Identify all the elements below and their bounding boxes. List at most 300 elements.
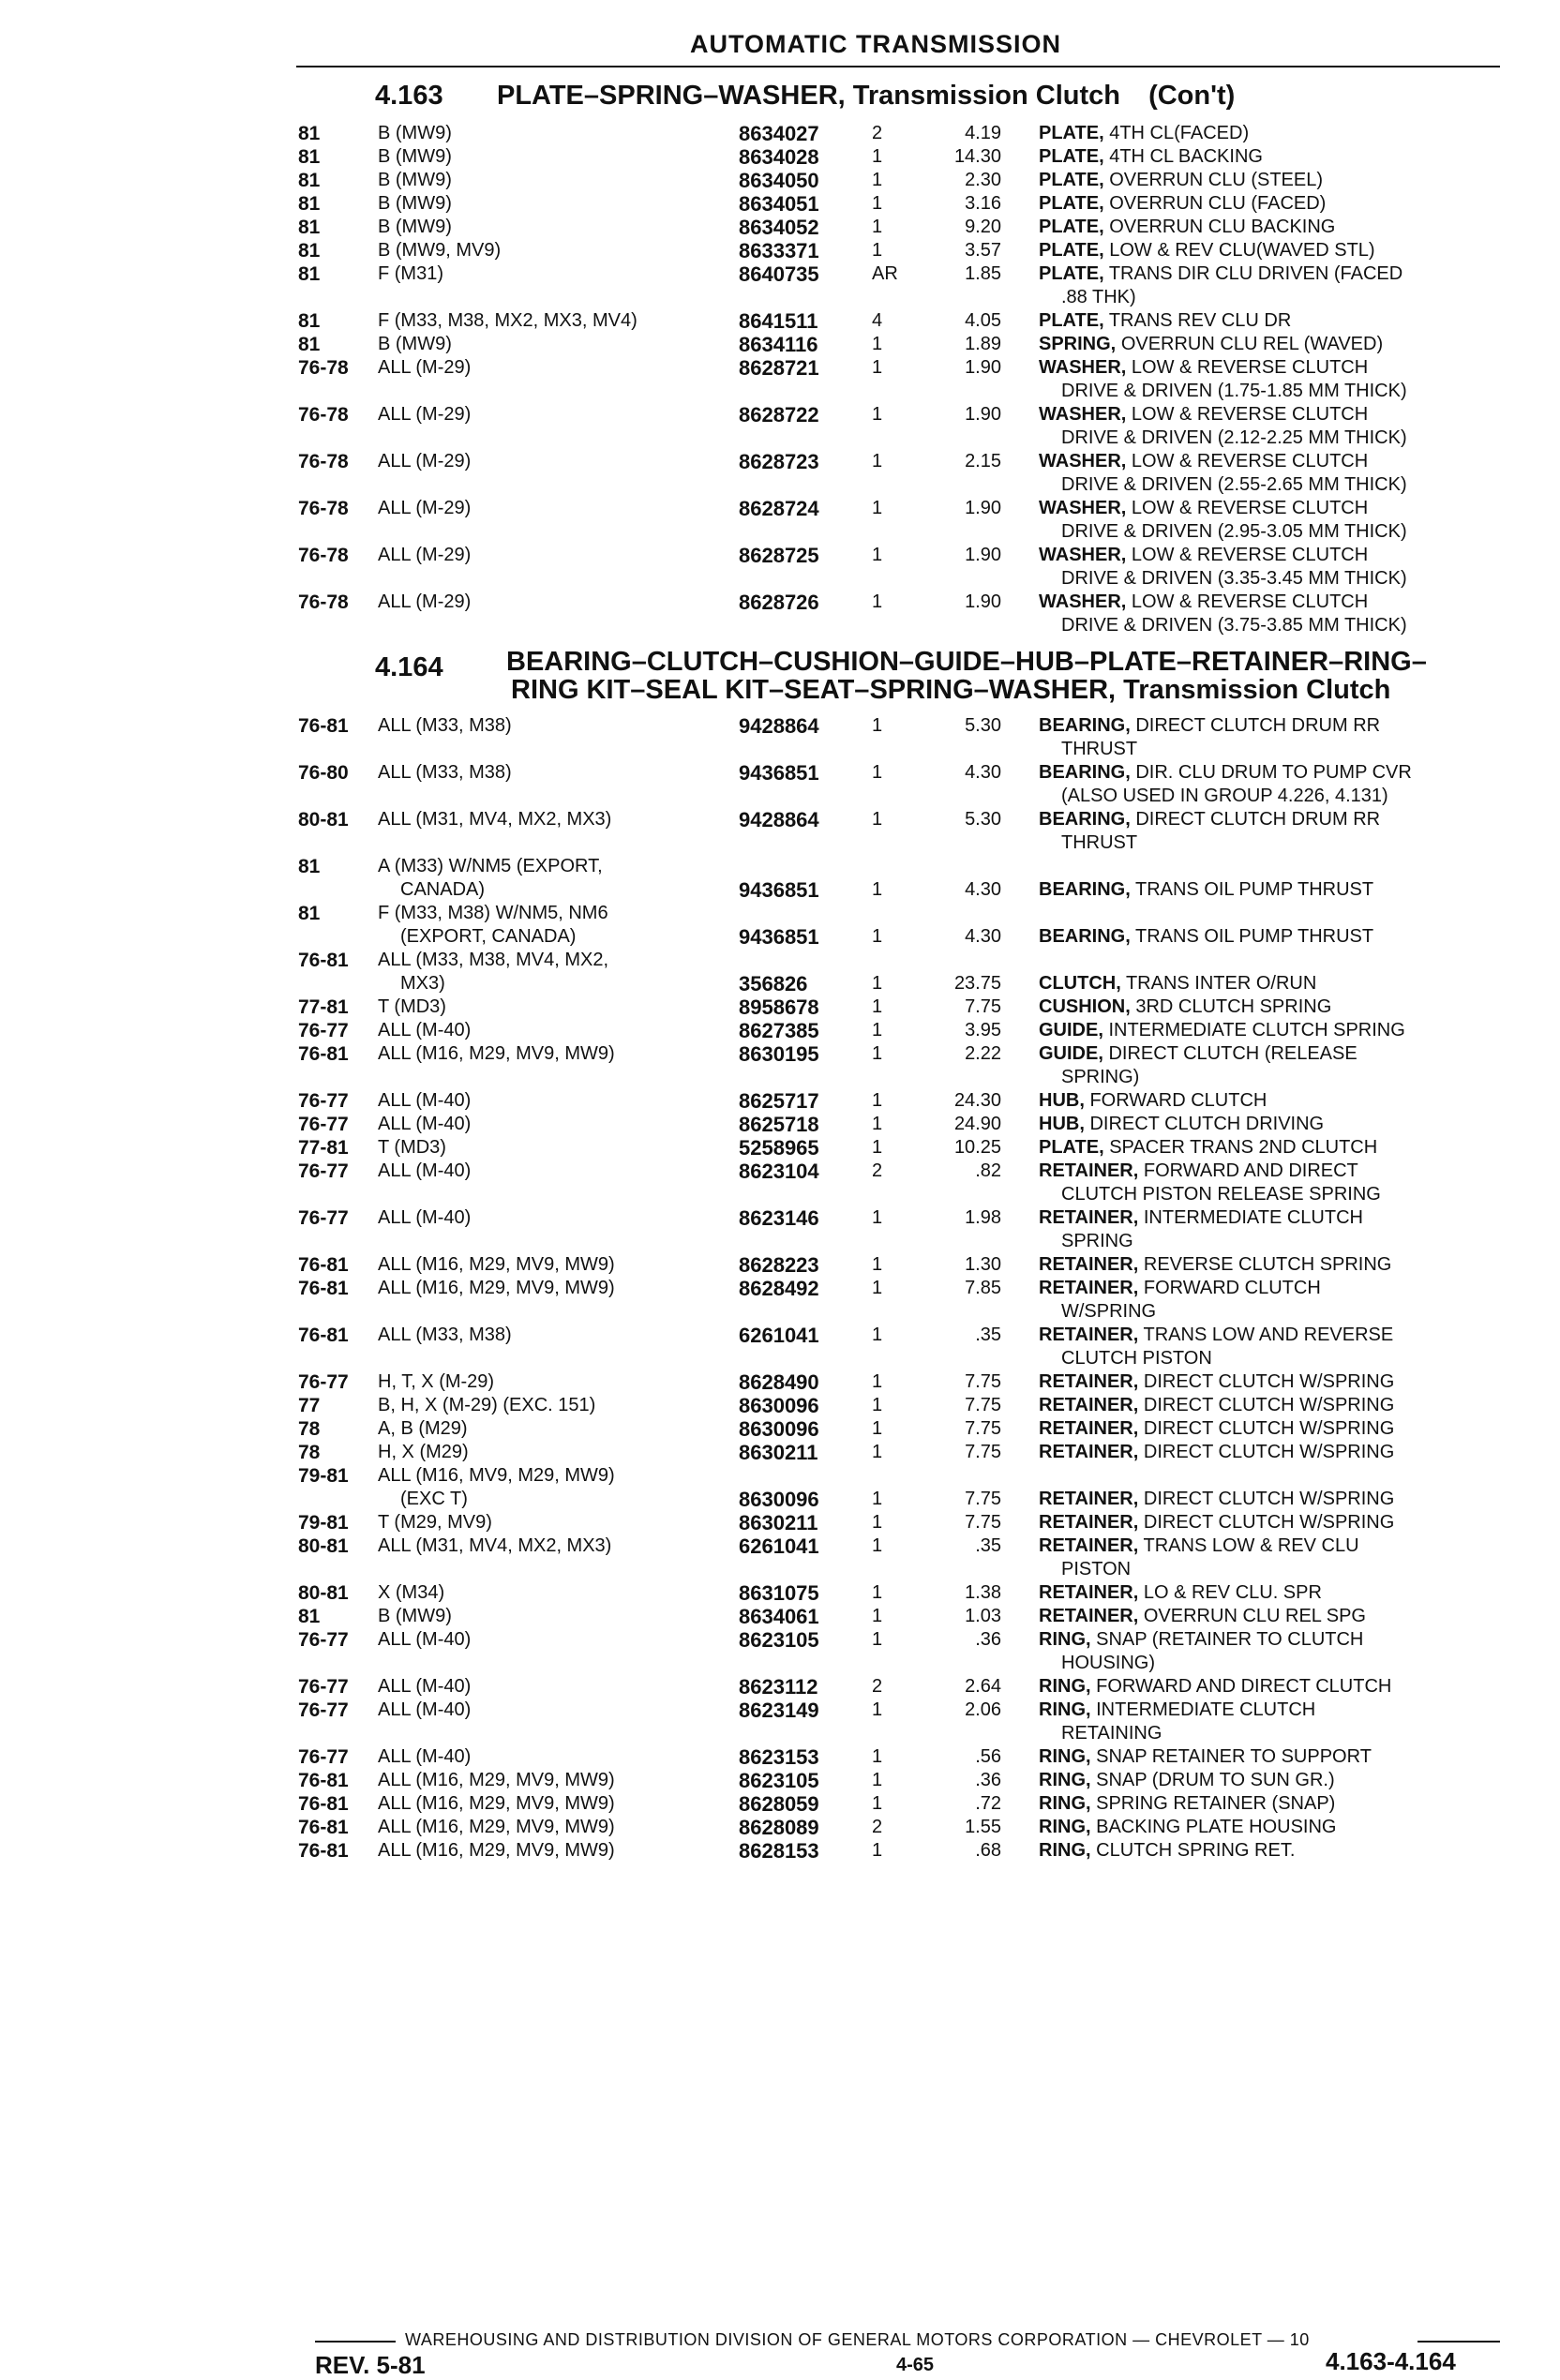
application	[378, 1699, 748, 1722]
part-name: RETAINER,	[1039, 1254, 1139, 1275]
application	[378, 1511, 748, 1534]
description-text-cont: .88 THK)	[1061, 287, 1136, 307]
part-name: RETAINER,	[1039, 1371, 1139, 1392]
application-text: B (MW9)	[378, 217, 452, 237]
table-row	[298, 1324, 1526, 1370]
part-name: RETAINER,	[1039, 1395, 1139, 1415]
description-line	[1039, 591, 1526, 614]
year-range: 81	[298, 146, 321, 168]
year-range: 76-81	[298, 1043, 349, 1065]
description-text: TRANS LOW AND REVERSE	[1143, 1325, 1394, 1345]
application-text: ALL (M33, M38)	[378, 762, 512, 783]
description-line	[1039, 544, 1526, 567]
quantity: 2	[872, 1817, 883, 1837]
description-line	[1039, 808, 1526, 831]
price: 1.90	[965, 404, 1001, 425]
description-text: LOW & REVERSE CLUTCH	[1131, 357, 1369, 378]
application-text: ALL (M-29)	[378, 451, 472, 472]
year-range: 81	[298, 217, 321, 238]
application-text: ALL (M-40)	[378, 1090, 472, 1111]
description-line	[1039, 1394, 1526, 1417]
part-name: RETAINER,	[1039, 1325, 1139, 1345]
description	[1039, 1511, 1526, 1534]
footer-rule-right	[1418, 2341, 1500, 2343]
price: 1.85	[965, 263, 1001, 284]
description	[1039, 1324, 1526, 1370]
quantity: 1	[872, 1699, 883, 1720]
application-text: ALL (M16, M29, MV9, MW9)	[378, 1254, 615, 1275]
description-text: TRANS REV CLU DR	[1108, 310, 1292, 331]
description-line	[1039, 1160, 1526, 1183]
year-range: 76-77	[298, 1020, 349, 1041]
application-text: B (MW9)	[378, 1606, 452, 1626]
quantity: 1	[872, 1043, 883, 1064]
description-text: SNAP (RETAINER TO CLUTCH	[1096, 1629, 1364, 1650]
description-text: INTERMEDIATE CLUTCH SPRING	[1108, 1020, 1405, 1040]
application	[378, 403, 748, 427]
description-text-cont: HOUSING)	[1061, 1653, 1155, 1673]
quantity: 1	[872, 762, 883, 783]
quantity: 1	[872, 217, 883, 237]
description-text: TRANS OIL PUMP THRUST	[1135, 879, 1374, 900]
part-number: 8625718	[739, 1113, 819, 1136]
year-range: 81	[298, 1606, 321, 1627]
application-text: ALL (M-40)	[378, 1746, 472, 1767]
description-text-cont: DRIVE & DRIVEN (2.55-2.65 MM THICK)	[1061, 474, 1407, 495]
part-number: 8630096	[739, 1488, 819, 1511]
quantity: AR	[872, 263, 898, 284]
description-line	[1039, 1581, 1526, 1605]
price: 1.90	[965, 545, 1001, 565]
description-text-cont: RETAINING	[1061, 1723, 1162, 1744]
description-text-cont: DRIVE & DRIVEN (3.35-3.45 MM THICK)	[1061, 568, 1407, 589]
description-text: BACKING PLATE HOUSING	[1096, 1817, 1337, 1837]
price: 4.05	[965, 310, 1001, 331]
quantity: 1	[872, 1020, 883, 1040]
description-line	[1039, 995, 1526, 1019]
year-range: 76-78	[298, 451, 349, 472]
table-row	[298, 1816, 1526, 1839]
year-range: 76-77	[298, 1676, 349, 1698]
part-name: WASHER,	[1039, 591, 1127, 612]
price: 1.30	[965, 1254, 1001, 1275]
application-text: T (MD3)	[378, 1137, 446, 1158]
table-row	[298, 145, 1526, 169]
part-name: RETAINER,	[1039, 1160, 1139, 1181]
table-row	[298, 403, 1526, 450]
price: 3.95	[965, 1020, 1001, 1040]
description-text: DIRECT CLUTCH W/SPRING	[1143, 1395, 1395, 1415]
part-number: 8641511	[739, 309, 818, 333]
description	[1039, 1628, 1526, 1675]
quantity: 1	[872, 926, 883, 947]
description-text: OVERRUN CLU REL (WAVED)	[1120, 334, 1384, 354]
description	[1039, 122, 1526, 145]
description-text: LOW & REVERSE CLUTCH	[1131, 545, 1369, 565]
year-range: 81	[298, 856, 321, 877]
table-row	[298, 761, 1526, 808]
description-text: TRANS LOW & REV CLU	[1143, 1535, 1359, 1556]
application-text: ALL (M-40)	[378, 1160, 472, 1181]
description	[1039, 1160, 1526, 1206]
table-row	[298, 1534, 1526, 1581]
part-number: 8634052	[739, 216, 819, 239]
price: .35	[975, 1535, 1001, 1556]
description-text: DIRECT CLUTCH W/SPRING	[1143, 1489, 1395, 1509]
description	[1039, 1042, 1526, 1089]
application-text: ALL (M16, M29, MV9, MW9)	[378, 1840, 615, 1861]
table-row	[298, 1089, 1526, 1113]
table-row	[298, 1019, 1526, 1042]
application	[378, 1277, 748, 1300]
year-range: 76-77	[298, 1114, 349, 1135]
price: 7.75	[965, 1395, 1001, 1415]
year-range: 81	[298, 903, 321, 924]
application-text: ALL (M16, M29, MV9, MW9)	[378, 1817, 615, 1837]
part-number: 8628059	[739, 1792, 819, 1816]
year-range: 76-81	[298, 1278, 349, 1299]
table-row	[298, 1253, 1526, 1277]
year-range: 81	[298, 310, 321, 332]
part-name: BEARING,	[1039, 879, 1131, 900]
description-line	[1039, 145, 1526, 169]
part-number: 8623146	[739, 1206, 819, 1230]
description	[1039, 1488, 1526, 1511]
application	[378, 1019, 748, 1042]
quantity: 1	[872, 451, 883, 472]
year-range: 76-77	[298, 1629, 349, 1651]
table-row	[298, 1839, 1526, 1863]
year-range: 78	[298, 1418, 321, 1440]
price: .68	[975, 1840, 1001, 1861]
description-text: DIRECT CLUTCH W/SPRING	[1143, 1418, 1395, 1439]
year-range: 76-81	[298, 1254, 349, 1276]
application-text: ALL (M-40)	[378, 1020, 472, 1040]
quantity: 1	[872, 1770, 883, 1790]
description-line	[1039, 1277, 1526, 1300]
description	[1039, 972, 1526, 995]
description-line	[1039, 497, 1526, 520]
year-range: 76-78	[298, 498, 349, 519]
quantity: 1	[872, 996, 883, 1017]
application	[378, 995, 748, 1019]
part-name: RETAINER,	[1039, 1489, 1139, 1509]
application-text: ALL (M-29)	[378, 545, 472, 565]
part-name: RETAINER,	[1039, 1442, 1139, 1462]
page-number: 4-65	[896, 2355, 935, 2375]
application-text: ALL (M16, M29, MV9, MW9)	[378, 1770, 615, 1790]
part-name: RING,	[1039, 1746, 1091, 1767]
part-name: RING,	[1039, 1793, 1091, 1814]
application-text: ALL (M-29)	[378, 498, 472, 518]
quantity: 1	[872, 1582, 883, 1603]
table-row	[298, 1042, 1526, 1089]
application	[378, 145, 748, 169]
description	[1039, 333, 1526, 356]
year-range: 76-78	[298, 591, 349, 613]
table-row	[298, 192, 1526, 216]
application-text: ALL (M16, MV9, M29, MW9)	[378, 1465, 615, 1486]
application-text: ALL (M16, M29, MV9, MW9)	[378, 1278, 615, 1298]
application-text: ALL (M-40)	[378, 1114, 472, 1134]
description-line	[1039, 1417, 1526, 1441]
part-name: BEARING,	[1039, 809, 1131, 830]
table-row	[298, 169, 1526, 192]
part-name: RING,	[1039, 1770, 1091, 1790]
part-name: CUSHION,	[1039, 996, 1131, 1017]
price: 2.30	[965, 170, 1001, 190]
part-name: RETAINER,	[1039, 1582, 1139, 1603]
table-row	[298, 714, 1526, 761]
description-text-cont: SPRING)	[1061, 1067, 1140, 1087]
application-text: F (M33, M38) W/NM5, NM6	[378, 903, 608, 923]
table-row	[298, 1628, 1526, 1675]
description-text: INTERMEDIATE CLUTCH	[1143, 1207, 1363, 1228]
application	[378, 1441, 748, 1464]
description-line	[1039, 262, 1526, 286]
part-name: RETAINER,	[1039, 1418, 1139, 1439]
description-line	[1039, 356, 1526, 380]
part-name: SPRING,	[1039, 334, 1117, 354]
price: 1.90	[965, 498, 1001, 518]
description-line	[1039, 309, 1526, 333]
price: .36	[975, 1770, 1001, 1790]
description	[1039, 169, 1526, 192]
part-name: WASHER,	[1039, 498, 1127, 518]
part-number: 8634061	[739, 1605, 819, 1628]
part-number: 8628492	[739, 1277, 819, 1300]
price: 7.75	[965, 1371, 1001, 1392]
description-line	[1039, 216, 1526, 239]
description-text-cont: DRIVE & DRIVEN (1.75-1.85 MM THICK)	[1061, 381, 1407, 401]
table-row	[298, 1464, 1526, 1511]
quantity: 1	[872, 1793, 883, 1814]
description	[1039, 1769, 1526, 1792]
application-text: B (MW9)	[378, 193, 452, 214]
quantity: 1	[872, 1371, 883, 1392]
application-text: B (MW9)	[378, 123, 452, 143]
description	[1039, 356, 1526, 403]
application	[378, 1113, 748, 1136]
quantity: 1	[872, 1137, 883, 1158]
year-range: 81	[298, 170, 321, 191]
section-number: 4.163	[375, 81, 443, 111]
description-text: SPRING RETAINER (SNAP)	[1096, 1793, 1336, 1814]
year-range: 80-81	[298, 809, 349, 831]
quantity: 1	[872, 545, 883, 565]
table-row	[298, 1417, 1526, 1441]
year-range: 80-81	[298, 1535, 349, 1557]
application	[378, 169, 748, 192]
table-row	[298, 309, 1526, 333]
year-range: 76-78	[298, 404, 349, 426]
price: 1.89	[965, 334, 1001, 354]
table-row	[298, 497, 1526, 544]
price: 7.85	[965, 1278, 1001, 1298]
table-row	[298, 949, 1526, 995]
part-name: RETAINER,	[1039, 1278, 1139, 1298]
description-line	[1039, 1488, 1526, 1511]
description	[1039, 591, 1526, 637]
description-text: OVERRUN CLU (STEEL)	[1109, 170, 1324, 190]
description	[1039, 1581, 1526, 1605]
part-number: 8628725	[739, 544, 819, 567]
description-text: DIRECT CLUTCH DRUM RR	[1135, 809, 1381, 830]
year-range: 76-77	[298, 1207, 349, 1229]
year-range: 77-81	[298, 996, 349, 1018]
year-range: 76-77	[298, 1160, 349, 1182]
year-range: 76-81	[298, 1770, 349, 1791]
description-line	[1039, 1816, 1526, 1839]
table-row	[298, 902, 1526, 949]
application	[378, 808, 748, 831]
quantity: 1	[872, 809, 883, 830]
year-range: 76-77	[298, 1746, 349, 1768]
application	[378, 1675, 748, 1699]
description-text-cont: (ALSO USED IN GROUP 4.226, 4.131)	[1061, 786, 1388, 806]
description-line	[1039, 1675, 1526, 1699]
description-text: INTERMEDIATE CLUTCH	[1096, 1699, 1316, 1720]
part-number: 6261041	[739, 1324, 819, 1347]
price: 24.30	[953, 1090, 1001, 1111]
description	[1039, 450, 1526, 497]
quantity: 1	[872, 240, 883, 261]
part-name: GUIDE,	[1039, 1043, 1103, 1064]
year-range: 81	[298, 240, 321, 262]
revision: REV. 5-81	[315, 2351, 426, 2379]
table-row	[298, 262, 1526, 309]
part-number: 9428864	[739, 714, 819, 738]
description-text: TRANS DIR CLU DRIVEN (FACED	[1108, 263, 1403, 284]
application	[378, 591, 748, 614]
table-row	[298, 356, 1526, 403]
part-number: 8630096	[739, 1394, 819, 1417]
application	[378, 1605, 748, 1628]
year-range: 77-81	[298, 1137, 349, 1159]
part-number: 8634050	[739, 169, 819, 192]
price: 7.75	[965, 1418, 1001, 1439]
part-number: 8634116	[739, 333, 818, 356]
application-text: ALL (M-40)	[378, 1629, 472, 1650]
year-range: 81	[298, 193, 321, 215]
application-text: T (MD3)	[378, 996, 446, 1017]
quantity: 1	[872, 1207, 883, 1228]
description-line	[1039, 1605, 1526, 1628]
application-text: H, X (M29)	[378, 1442, 469, 1462]
description-line	[1039, 1699, 1526, 1722]
part-name: PLATE,	[1039, 1137, 1104, 1158]
application-text-cont: MX3)	[400, 973, 445, 994]
application-text: ALL (M31, MV4, MX2, MX3)	[378, 1535, 612, 1556]
part-number: 8623149	[739, 1699, 819, 1722]
year-range: 76-81	[298, 1840, 349, 1862]
price: 1.90	[965, 591, 1001, 612]
application	[378, 1042, 748, 1066]
quantity: 1	[872, 170, 883, 190]
part-number: 8633371	[739, 239, 819, 262]
application	[378, 216, 748, 239]
description-text: CLUTCH SPRING RET.	[1096, 1840, 1296, 1861]
application-text: F (M31)	[378, 263, 443, 284]
description-text-cont: THRUST	[1061, 739, 1138, 759]
part-name: RETAINER,	[1039, 1606, 1139, 1626]
application	[378, 1745, 748, 1769]
description-line	[1039, 1019, 1526, 1042]
quantity: 1	[872, 1090, 883, 1111]
part-number: 356826	[739, 972, 808, 995]
part-name: HUB,	[1039, 1090, 1085, 1111]
application	[378, 122, 748, 145]
application	[378, 761, 748, 785]
description-line	[1039, 333, 1526, 356]
price: .72	[975, 1793, 1001, 1814]
description	[1039, 808, 1526, 855]
description-text: LOW & REV CLU(WAVED STL)	[1109, 240, 1375, 261]
description	[1039, 714, 1526, 761]
price: 7.75	[965, 1489, 1001, 1509]
quantity: 1	[872, 1512, 883, 1533]
part-name: RING,	[1039, 1840, 1091, 1861]
part-number: 6261041	[739, 1534, 819, 1558]
application	[378, 1792, 748, 1816]
quantity: 1	[872, 1325, 883, 1345]
price: 2.64	[965, 1676, 1001, 1697]
section-title-suffix: Transmission Clutch	[852, 81, 1120, 111]
year-range: 76-77	[298, 1371, 349, 1393]
quantity: 1	[872, 879, 883, 900]
part-number: 8627385	[739, 1019, 819, 1042]
application	[378, 544, 748, 567]
quantity: 1	[872, 1840, 883, 1861]
year-range: 78	[298, 1442, 321, 1463]
table-row	[298, 1206, 1526, 1253]
description-text: LOW & REVERSE CLUTCH	[1131, 451, 1369, 472]
table-row	[298, 808, 1526, 855]
year-range: 76-81	[298, 1817, 349, 1838]
description-text: DIRECT CLUTCH DRIVING	[1089, 1114, 1325, 1134]
description-line	[1039, 1441, 1526, 1464]
part-name: PLATE,	[1039, 217, 1104, 237]
part-name: WASHER,	[1039, 451, 1127, 472]
quantity: 1	[872, 715, 883, 736]
description-text: 3RD CLUTCH SPRING	[1135, 996, 1332, 1017]
header-title: AUTOMATIC TRANSMISSION	[690, 30, 1061, 58]
price: 4.30	[965, 762, 1001, 783]
quantity: 2	[872, 123, 883, 143]
application	[378, 1089, 748, 1113]
part-name: PLATE,	[1039, 146, 1104, 167]
part-number: 8634028	[739, 145, 819, 169]
description-line	[1039, 714, 1526, 738]
application	[378, 333, 748, 356]
quantity: 1	[872, 1535, 883, 1556]
description-line	[1039, 1769, 1526, 1792]
description	[1039, 1089, 1526, 1113]
quantity: 1	[872, 1629, 883, 1650]
description-line	[1039, 122, 1526, 145]
application-text: B (MW9)	[378, 146, 452, 167]
application	[378, 1816, 748, 1839]
part-name: PLATE,	[1039, 263, 1104, 284]
description-line	[1039, 1324, 1526, 1347]
part-name: PLATE,	[1039, 123, 1104, 143]
year-range: 77	[298, 1395, 321, 1416]
quantity: 1	[872, 1418, 883, 1439]
part-number: 8628490	[739, 1370, 819, 1394]
quantity: 1	[872, 1489, 883, 1509]
description-text-cont: DRIVE & DRIVEN (2.95-3.05 MM THICK)	[1061, 521, 1407, 542]
part-name: PLATE,	[1039, 310, 1104, 331]
